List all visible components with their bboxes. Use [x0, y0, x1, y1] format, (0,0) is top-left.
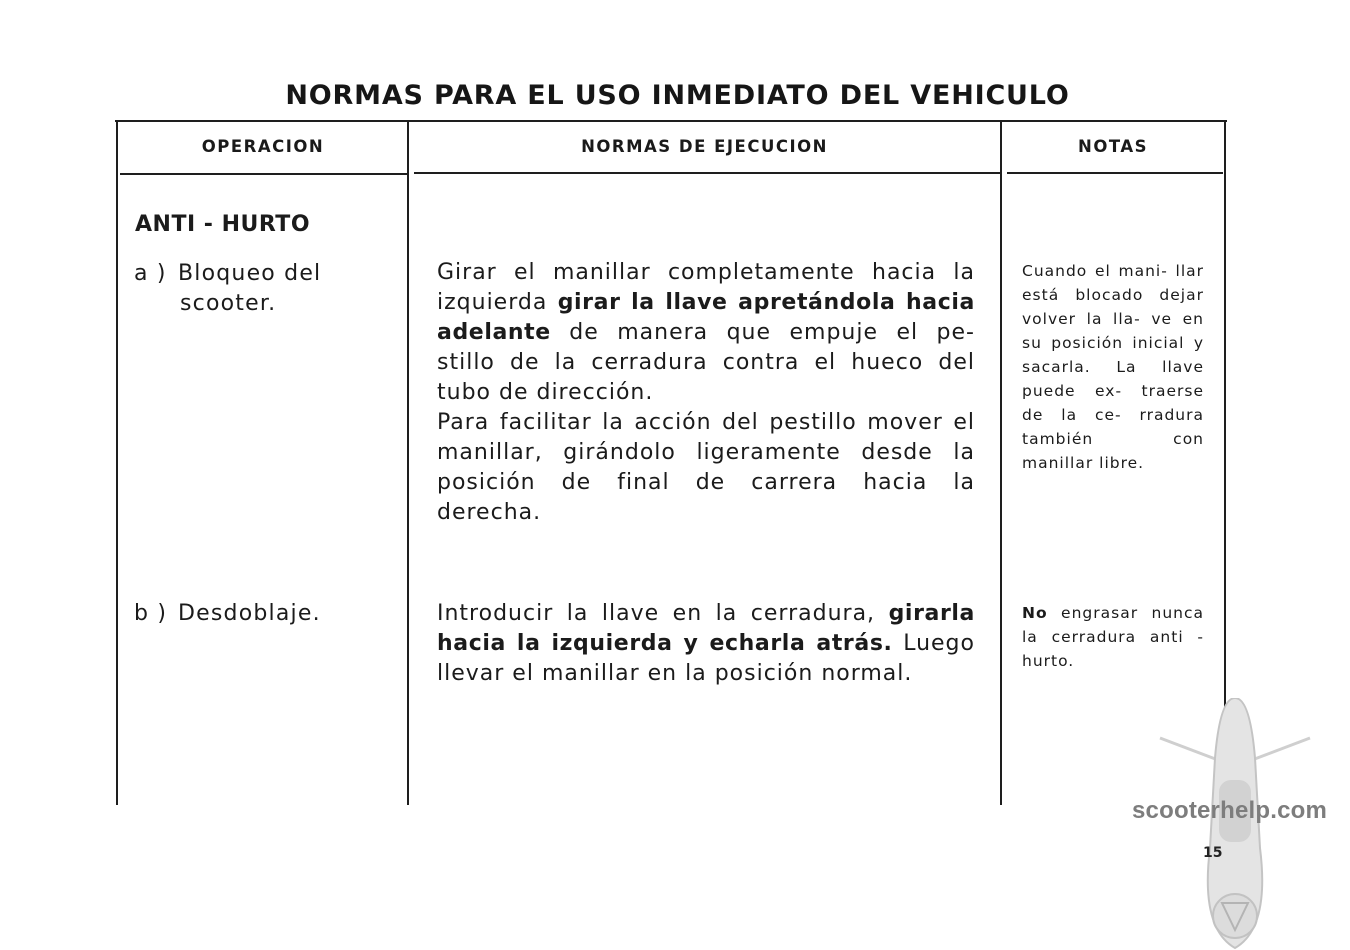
operation-label: Bloqueo del: [178, 261, 322, 286]
note-b: [1022, 601, 1204, 673]
note-a: Cuando el mani- llar está blocado dejar volver la lla- ve en su posición inicial y sacarla. La llave puede ex- traerse de la ce- rradura también con manillar libre.: [1022, 262, 1204, 472]
norm-text: Girar el manillar completamente hacia la izquierda: [437, 260, 975, 315]
section-heading: ANTI - HURTO: [135, 212, 311, 237]
table-top-rule: [115, 120, 1227, 122]
operation-label: Desdoblaje.: [178, 601, 321, 626]
page-number: 15: [1203, 845, 1223, 861]
norm-text-bold: girar la llave apretándola hacia adelante: [437, 290, 975, 345]
norm-text-b: [437, 599, 975, 689]
norm-text: Introducir la llave en la cerradura,: [437, 601, 889, 626]
norm-text: Para facilitar la acción del pestillo mover el manillar, girándolo ligeramente desde la posición de final de carrera hacia la derecha.: [437, 410, 975, 525]
column-header-notas: NOTAS: [1078, 137, 1148, 156]
header-rule-notas: [1007, 172, 1223, 174]
operation-a: [134, 259, 321, 319]
operation-marker: b ): [134, 601, 168, 626]
column-divider-2: [1000, 122, 1002, 805]
header-rule-operacion: [120, 173, 408, 175]
operation-b: [134, 599, 321, 629]
page-title: NORMAS PARA EL USO INMEDIATO DEL VEHICULO: [285, 80, 1070, 111]
norm-text: Luego llevar el manillar en la posición normal.: [437, 631, 975, 686]
header-rule-normas: [414, 172, 1002, 174]
watermark: scooterhelp.com: [1132, 797, 1328, 824]
norm-text-a: [437, 258, 975, 528]
column-header-normas: NORMAS DE EJECUCION: [581, 137, 828, 156]
operation-marker: a ): [134, 261, 167, 286]
column-divider-left: [116, 122, 118, 805]
norm-text-bold: girarla hacia la izquierda y echarla atrás.: [437, 601, 975, 656]
column-divider-right: [1224, 122, 1226, 712]
note-bold: No: [1022, 604, 1048, 622]
operation-label-cont: scooter.: [180, 291, 277, 316]
note-text: engrasar nunca la cerradura anti - hurto.: [1022, 604, 1204, 670]
column-header-operacion: OPERACION: [201, 137, 325, 156]
column-divider-1: [407, 122, 409, 805]
norm-text: de manera que empuje el pe- stillo de la cerradura contra el hueco del tubo de dirección.: [437, 320, 975, 405]
